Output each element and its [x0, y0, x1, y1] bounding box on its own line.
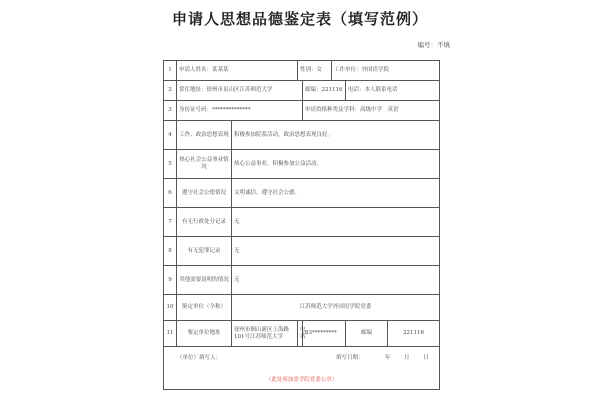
- row-number: 11: [164, 321, 177, 347]
- table-row: [164, 237, 440, 266]
- table-row: [164, 321, 440, 347]
- postcode-field[interactable]: [303, 81, 346, 101]
- signature-row: [164, 347, 439, 371]
- postcode-value: 221116: [321, 87, 343, 94]
- applicant-name-value: 某某某: [212, 67, 229, 74]
- serial-number: 编号：不填: [417, 41, 450, 49]
- applicant-name-field[interactable]: [177, 61, 298, 81]
- criminal-record-value[interactable]: 无: [232, 237, 440, 266]
- gender-field[interactable]: [298, 61, 332, 81]
- phone-value: 本人联系电话: [364, 87, 398, 94]
- id-number-value: **************: [212, 107, 251, 114]
- day-label: 日: [423, 355, 429, 361]
- qualification-field[interactable]: [303, 101, 440, 121]
- gender-label: 性别：: [300, 67, 317, 74]
- disciplinary-record-label: 有无行政处分记录: [177, 208, 232, 237]
- work-politics-value[interactable]: 积极参加院系活动，政治思想表现良好。: [232, 121, 440, 150]
- row-number: 8: [164, 237, 177, 266]
- social-morality-value[interactable]: 文明诚信，遵守社会公德。: [232, 179, 440, 208]
- form-title: 申请人思想品德鉴定表（填写范例）: [171, 10, 428, 28]
- address-label: 常住地址：: [179, 87, 207, 94]
- employer-field[interactable]: [332, 61, 440, 81]
- row-number: 9: [164, 266, 177, 295]
- table-row: [164, 266, 440, 295]
- phone-field[interactable]: [346, 81, 440, 101]
- year-label: 年: [385, 355, 391, 361]
- table-row: [164, 208, 440, 237]
- unit-postcode-label: 邮编: [346, 321, 388, 347]
- public-welfare-value[interactable]: 热心公益事业，积极参加公益活动。: [232, 150, 440, 179]
- fill-date-label: 填写日期：: [336, 355, 364, 361]
- other-notes-label: 其他需要说明的情况: [177, 266, 232, 295]
- table-row: [164, 121, 440, 150]
- row-number: 4: [164, 121, 177, 150]
- stamp-note: （此处须加盖学院党委公章）: [265, 377, 338, 383]
- row-number: 1: [164, 61, 177, 81]
- id-number-field[interactable]: [177, 101, 303, 121]
- unit-phone-label: 电话: [298, 321, 303, 347]
- signature-section: [164, 347, 440, 390]
- table-row: [164, 150, 440, 179]
- unit-address-value[interactable]: 徐州市铜山新区上海路101号江苏师范大学: [232, 321, 298, 347]
- id-number-label: 身份证号码：: [179, 107, 213, 114]
- employer-value: 外国语学院: [361, 67, 390, 74]
- phone-label: 电话：: [348, 87, 365, 94]
- employer-label: 工作单位：: [334, 67, 362, 74]
- table-row: [164, 347, 440, 390]
- row-number: 5: [164, 150, 177, 179]
- work-politics-label: 工作、政治思想表现: [177, 121, 232, 150]
- unit-phone-value[interactable]: 83*********: [303, 321, 346, 347]
- table-row: [164, 295, 440, 321]
- applicant-name-label: 申请人姓名：: [179, 67, 213, 74]
- unit-postcode-value[interactable]: 221116: [388, 321, 440, 347]
- table-row: [164, 81, 440, 101]
- appraisal-form-table: [163, 60, 440, 390]
- gender-value: 女: [316, 67, 323, 74]
- criminal-record-label: 有无犯罪记录: [177, 237, 232, 266]
- qualification-value: 高级中学 英语: [360, 107, 399, 114]
- public-welfare-label: 热心社会公益事业情况: [177, 150, 232, 179]
- appraising-unit-label: 鉴定单位（全称）: [177, 295, 232, 321]
- table-row: [164, 179, 440, 208]
- row-number: 3: [164, 101, 177, 121]
- qualification-label: 申请资格种类及学科：: [305, 107, 361, 114]
- address-value: 徐州市泉山区江苏师范大学: [206, 87, 273, 94]
- row-number: 2: [164, 81, 177, 101]
- table-row: [164, 101, 440, 121]
- unit-address-label: 鉴定单位地址: [177, 321, 232, 347]
- appraising-unit-value[interactable]: 江苏师范大学外国语学院党委: [232, 295, 440, 321]
- social-morality-label: 遵守社会公德情况: [177, 179, 232, 208]
- month-label: 月: [404, 355, 410, 361]
- postcode-label: 邮编：: [305, 87, 322, 94]
- other-notes-value[interactable]: 无: [232, 266, 440, 295]
- table-row: [164, 61, 440, 81]
- disciplinary-record-value[interactable]: 无: [232, 208, 440, 237]
- address-field[interactable]: [177, 81, 303, 101]
- filler-label: （单位）填写人：: [177, 355, 222, 361]
- row-number: 7: [164, 208, 177, 237]
- row-number: 6: [164, 179, 177, 208]
- row-number: 10: [164, 295, 177, 321]
